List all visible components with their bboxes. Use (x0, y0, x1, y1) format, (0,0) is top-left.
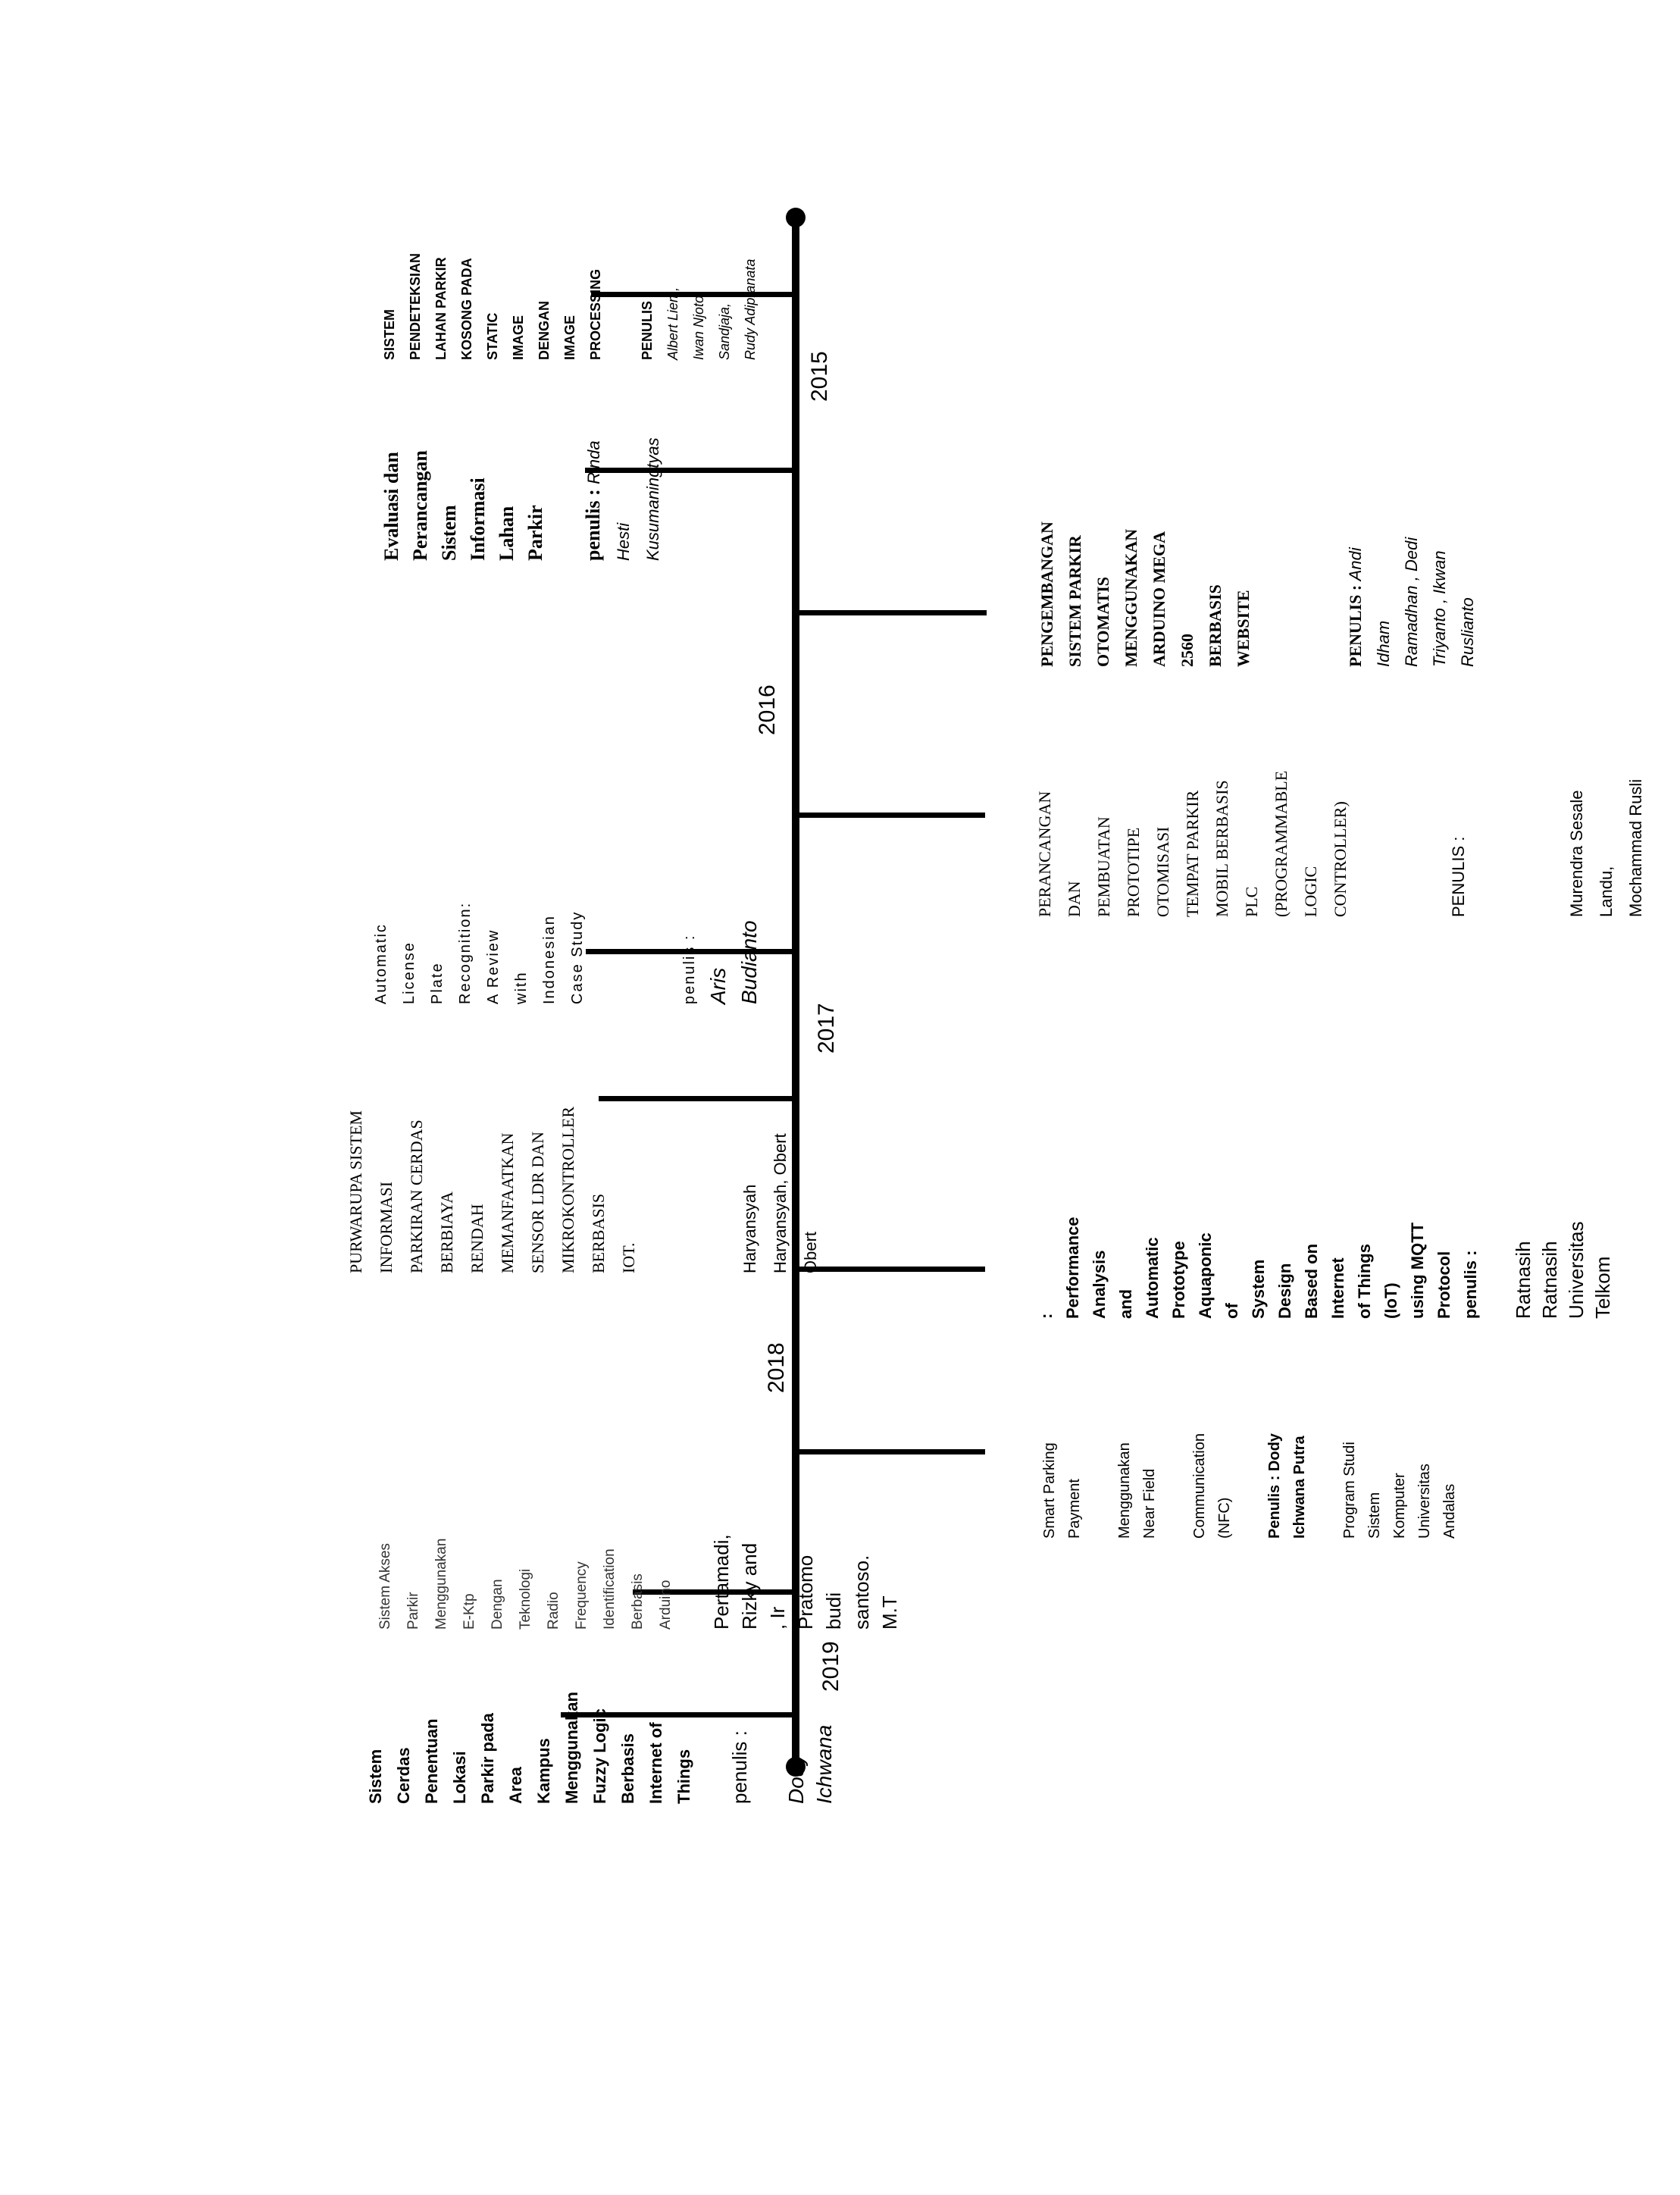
entry-2019b-author: Dody Ichwana (784, 1724, 836, 1804)
entry-2017b-author: Haryansyah Haryansyah, Obert Obert (740, 1133, 820, 1273)
entry-2015a-author: Albert Liem, Iwan Njoto Sandjaja, Rudy Adipranata (665, 258, 758, 360)
year-label-2017: 2017 (814, 1003, 839, 1054)
entry-2015b-author: Rinda Hesti Kusumaningtyas (584, 437, 662, 561)
entry-2017a-title: Automatic License Plate Recognition: A Review with Indonesian Case Study (373, 901, 586, 1004)
entry-2019b-title: Sistem Cerdas Penentuan Lokasi Parkir pada Area Kampus Menggunakan Fuzzy Logic Berbasis Internet of Things (366, 1692, 693, 1804)
entry-2017b-title: PURWARUPA SISTEM INFORMASI PARKIRAN CERDAS BERBIAYA RENDAH MEMANFAATKAN SENSOR LDR DAN MIKROKONTROLLER BERBASIS IOT. (346, 1107, 638, 1273)
entry-2015a-author-label: PENULIS : (640, 292, 655, 360)
axis-start-dot (786, 208, 806, 227)
year-label-2016: 2016 (755, 684, 780, 735)
year-label-2015: 2015 (807, 351, 832, 402)
branch-2016b (796, 813, 985, 818)
entry-2017a-author: Aris Budianto (706, 920, 761, 1004)
entry-2018a-author: Ratnasih Ratnasih Universitas Telkom (1512, 1221, 1614, 1319)
entry-2016b-author: Murendra Sesale Landu, Mochammad Rusli (1567, 778, 1645, 917)
entry-2016a-author: Andi Idham Ramadhan , Dedi Triyanto , Ikwan Ruslianto (1346, 537, 1477, 667)
entry-2019a-title: Sistem Akses Parkir Menggunakan E-Ktp Dengan Teknologi Radio Frequency Identification Berbasis Arduino (377, 1538, 674, 1630)
entry-2018a-title: : Performance Analysis and Automatic Prototype Aquaponic of System Design Based on Internet of Things (IoT) using MQTT Protocol penulis : (1037, 1216, 1480, 1319)
entry-2016b-author-label: PENULIS : (1449, 836, 1468, 917)
entry-2015a-title: SISTEM PENDETEKSIAN LAHAN PARKIR KOSONG PADA STATIC IMAGE DENGAN IMAGE PROCESSING (382, 252, 603, 360)
entry-2016b-title: PERANCANGAN DAN PEMBUATAN PROTOTIPE OTOMISASI TEMPAT PARKIR MOBIL BERBASIS PLC (PROGRAMMABLE LOGIC CONTROLLER) (1035, 770, 1350, 917)
entry-2016a-author-label: PENULIS : (1346, 584, 1365, 667)
entry-2017a-author-label: penulis : (681, 934, 698, 1004)
branch-2016a (796, 610, 987, 615)
entry-2016a-title: PENGEMBANGAN SISTEM PARKIR OTOMATIS MENGGUNAKAN ARDUINO MEGA 2560 BERBASIS WEBSITE (1037, 521, 1253, 667)
entry-2018b-title: Smart Parking Payment Menggunakan Near Field Communication (NFC) (1041, 1433, 1233, 1539)
branch-2018b (796, 1449, 985, 1454)
year-label-2019: 2019 (818, 1641, 843, 1692)
entry-2015b-title: Evaluasi dan Perancangan Sistem Informasi Lahan Parkir (380, 450, 546, 561)
entry-2019a-author: Pertamadi, Rizky and , Ir Pratomo budi santoso. M.T (710, 1534, 901, 1630)
entry-2019b-author-label: penulis : (728, 1730, 751, 1804)
entry-2018b-author: Program Studi Sistem Komputer Universitas Andalas (1341, 1442, 1458, 1539)
branch-2017b (599, 1096, 796, 1101)
entry-2018b-author-label: Penulis : Dody Ichwana Putra (1266, 1433, 1308, 1539)
entry-2015b-author-label: penulis : (582, 489, 604, 561)
year-label-2018: 2018 (764, 1342, 789, 1393)
